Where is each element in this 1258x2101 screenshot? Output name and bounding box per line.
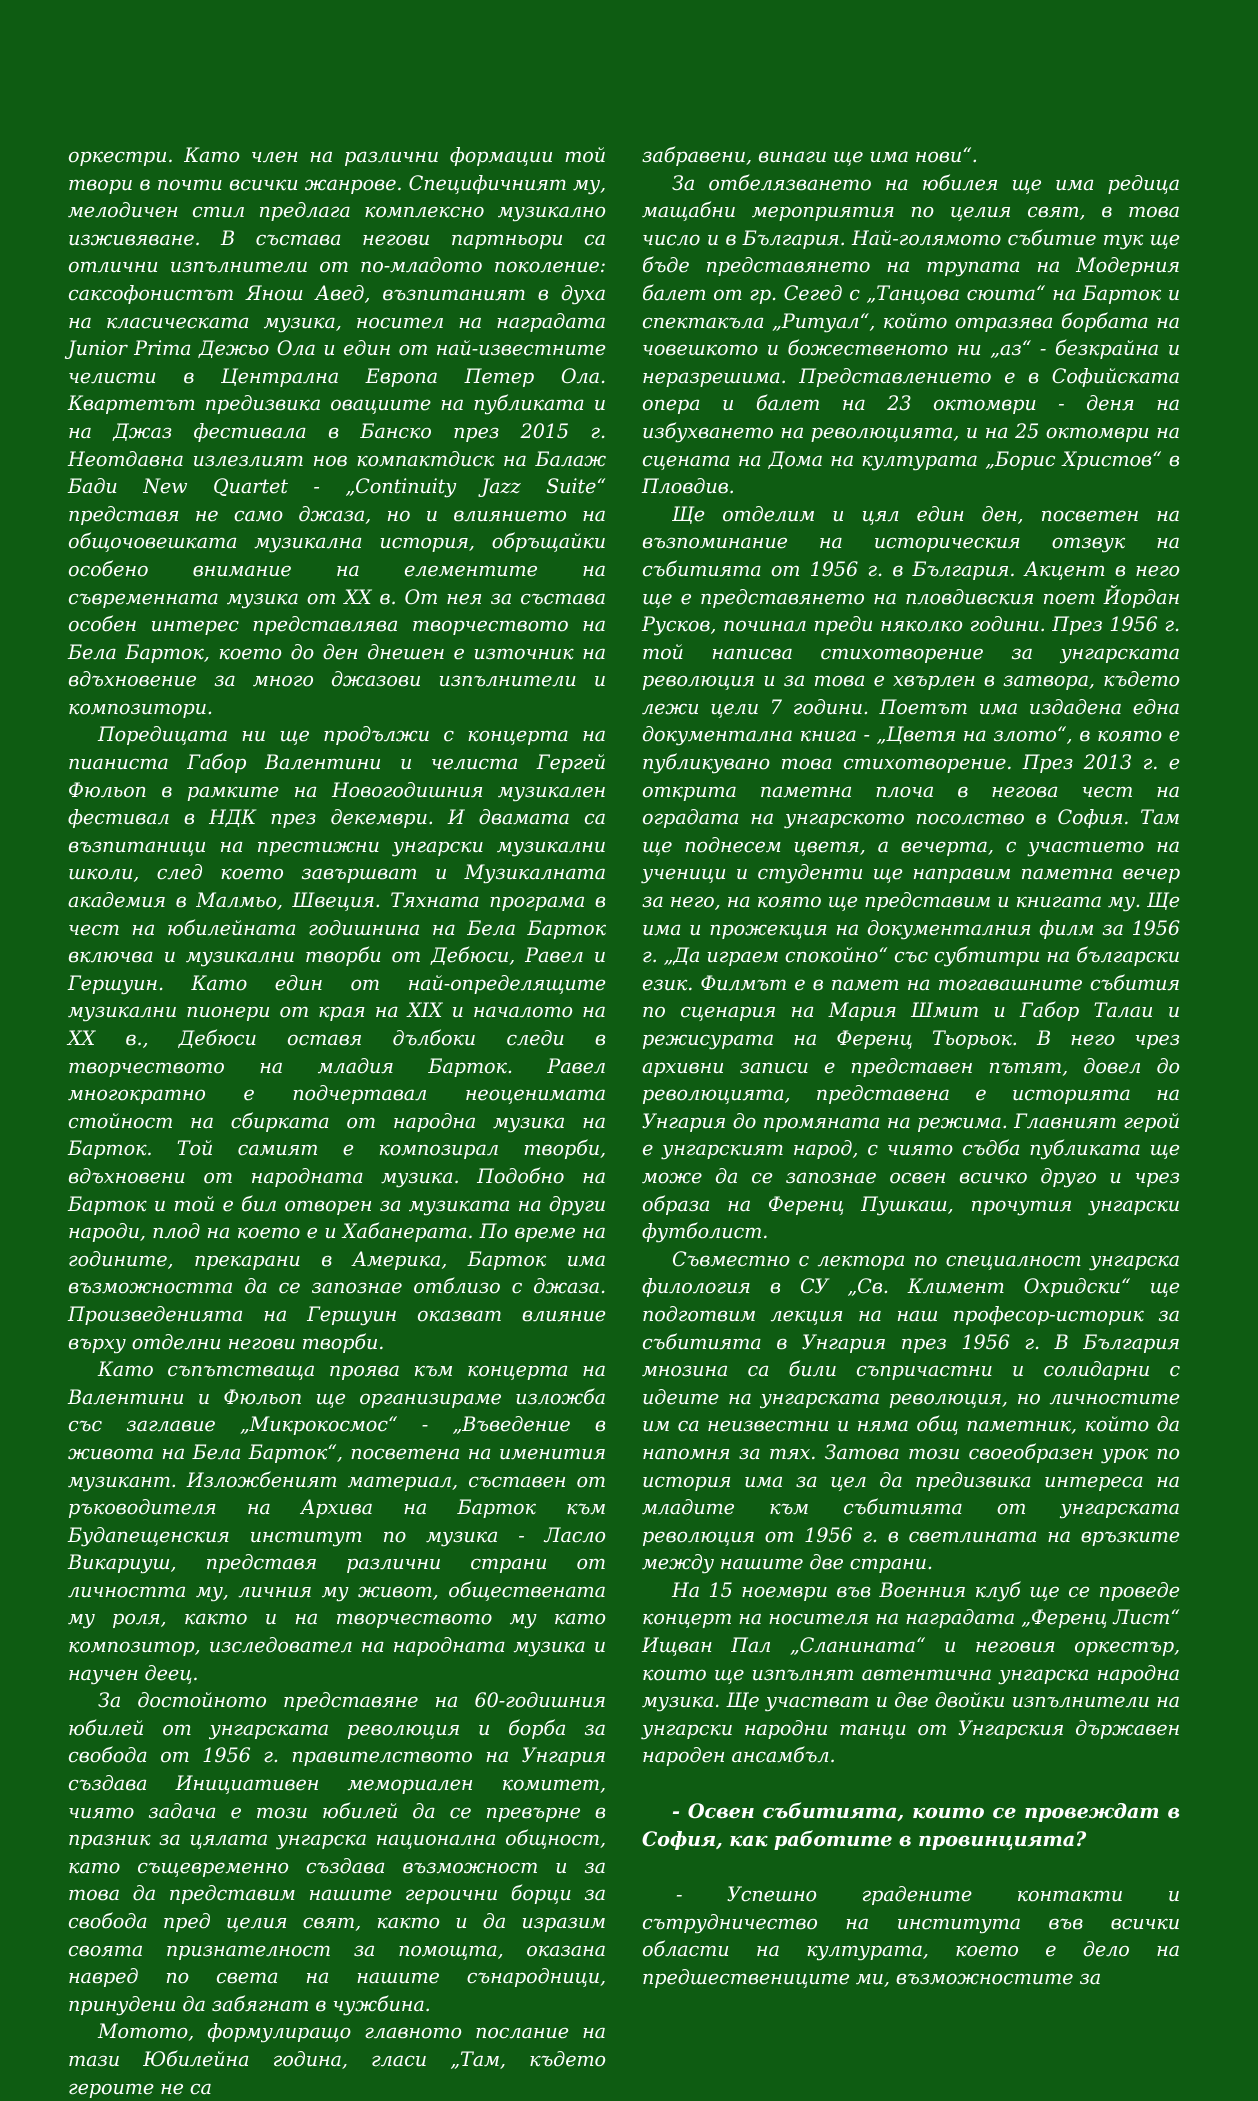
interview-answer: - Успешно градените контакти и сътрудничество на института във всички области на културата, което е дело на предшествениците ми, възможностите за [642, 1883, 1180, 1989]
paragraph: Като съпътстваща проява към концерта на Валентини и Фюльоп ще организираме изложба със заглавие „Микрокосмос“ - „Въведение в живота на Бела Барток“, посветена на именития музикант. Изложбеният материал, съставен от ръководителя на Архива на Барток към Будапещенския институт по музика - Ласло Викариуш, представя различни страни от личността му, личния му живот, обществената му роля, както и на творчеството му като композитор, изследовател на народната музика и научен деец. [68, 1358, 606, 1685]
paragraph: На 15 ноември във Военния клуб ще се проведе концерт на носителя на наградата „Ференц Лист“ Ищван Пал „Сланината“ и неговия оркестър, които ще изпълнят автентична унгарска народна музика. Ще участват и две двойки изпълнители на унгарски народни танци от Унгарския държавен народен ансамбъл. [642, 1578, 1180, 1768]
paragraph: Съвместно с лектора по специалност унгарска филология в СУ „Св. Климент Охридски“ ще подготвим лекция на наш професор-историк за събитията в Унгария през 1956 г. В България мнозина са били съпричастни и солидарни с идеите на унгарската революция, но личностите им са неизвестни и няма общ паметник, който да напомня за тях. Затова този своеобразен урок по история има за цел да предизвика интереса на младите към събитията от унгарската революция от 1956 г. в светлината на връзките между нашите две страни. [642, 1247, 1180, 1575]
left-column [68, 142, 606, 2101]
paragraph: Ще отделим и цял един ден, посветен на възпоминание на историческия отзвук на събитията от 1956 г. в България. Акцент в него ще е представянето на пловдивския поет Йордан Русков, починал преди няколко години. През 1956 г. той написва стихотворение за унгарската революция и за това е хвърлен в затвора, където лежи цели 7 години. Поетът има издадена една документална книга - „Цветя на злото“, в която е публикувано това стихотворение. През 2013 г. е открита паметна плоча в негова чест на оградата на унгарското посолство в София. Там ще поднесем цветя, а вечерта, с участието на ученици и студенти ще направим паметна вечер за него, на която ще представим и книгата му. Ще има и прожекция на документалния филм за 1956 г. „Да играем спокойно“ със субтитри на български език. Филмът е в памет на тогавашните събития по сценария на Мария Шмит и Габор Талаи и режисурата на Ференц Тьорьок. В него чрез архивни записи е представен пътят, довел до революцията, представена е историята на Унгария до промяната на режима. Главният герой е унгарският народ, с чиято съдба публиката ще може да се запознае освен всичко друго и чрез образа на Ференц Пушкаш, прочутия унгарски футболист. [642, 502, 1180, 1244]
paragraph: За достойното представяне на 60-годишния юбилей от унгарската революция и борба за свобода от 1956 г. правителството на Унгария създава Инициативен мемориален комитет, чиято задача е този юбилей да се превърне в празник за цялата унгарска национална общност, като същевременно създава възможност и за това да представим нашите героични борци за свобода пред целия свят, както и да изразим своята признателност за помощта, оказана навред по света на нашите сънародници, принудени да забягнат в чужбина. [68, 1689, 606, 2016]
interview-question: - Освен събитията, които се провеждат в София, как работите в провинцията? [642, 1800, 1180, 1851]
magazine-page [68, 142, 1192, 2099]
paragraph-continued: оркестри. Като член на различни формации той твори в почти всички жанрове. Специфичният му, мелодичен стил предлага комплексно музикално изживяване. В състава негови партньори са отлични изпълнители от по-младото поколение: саксофонистът Янош Авед, възпитаният в духа на класическата музика, носител на наградата Junior Prima Дежьо Ола и един от най-известните челисти в Централна Европа Петер Ола. Квартетът предизвика овациите на публиката и на Джаз фестивала в Банско през 2015 г. Неотдавна излезлият нов компактдиск на Балаж Бадu New Quartet - „Continuity Jazz Suite“ представя не само джаза, но и влиянието на общочовешката музикална история, обръщайки особено внимание на елементите на съвременната музика от XX в. От нея за състава особен интерес представлява творчеството на Бела Барток, което до ден днешен е източник на вдъхновение за много джазови изпълнители и композитори. [68, 144, 606, 719]
paragraph: Поредицата ни ще продължи с концерта на пианиста Габор Валентини и челиста Гергей Фюльоп в рамките на Новогодишния музикален фестивал в НДК през декември. И двамата са възпитаници на престижни унгарски музикални школи, след което завършват и Музикалната академия в Малмьо, Швеция. Тяхната програма в чест на юбилейната годишнина на Бела Барток включва и музикални творби от Дебюси, Равел и Гершуин. Като един от най-определящите музикални пионери от края на XIX и началото на XX в., Дебюси оставя дълбоки следи в творчеството на младия Барток. Равел многократно е подчертавал неоценимата стойност на сбирката от народна музика на Барток. Той самият е композирал творби, вдъхновени от народната музика. Подобно на Барток и той е бил отворен за музиката на други народи, плод на което е и Хабанерата. По време на годините, прекарани в Америка, Барток има възможността да се запознае отблизо с джаза. Произведенията на Гершуин оказват влияние върху отделни негови творби. [68, 723, 606, 1354]
paragraph-continued: забравени, винаги ще има нови“. [642, 144, 978, 167]
paragraph: За отбелязването на юбилея ще има редица мащабни мероприятия по целия свят, в това число и в България. Най-голямото събитие тук ще бъде представянето на трупата на Модерния балет от гр. Сегед с „Танцова сюита“ на Барток и спектакъла „Ритуал“, който отразява борбата на човешкото и божественото ни „аз“ - безкрайна и неразрешима. Представлението е в Софийската опера и балет на 23 октомври - деня на избухването на революцията, и на 25 октомври на сцената на Дома на културата „Борис Христов“ в Пловдив. [642, 171, 1180, 499]
paragraph: Мотото, формулиращо главното послание на тази Юбилейна година, гласи „Там, където героите не са [68, 2020, 606, 2099]
right-column [642, 142, 1180, 1992]
